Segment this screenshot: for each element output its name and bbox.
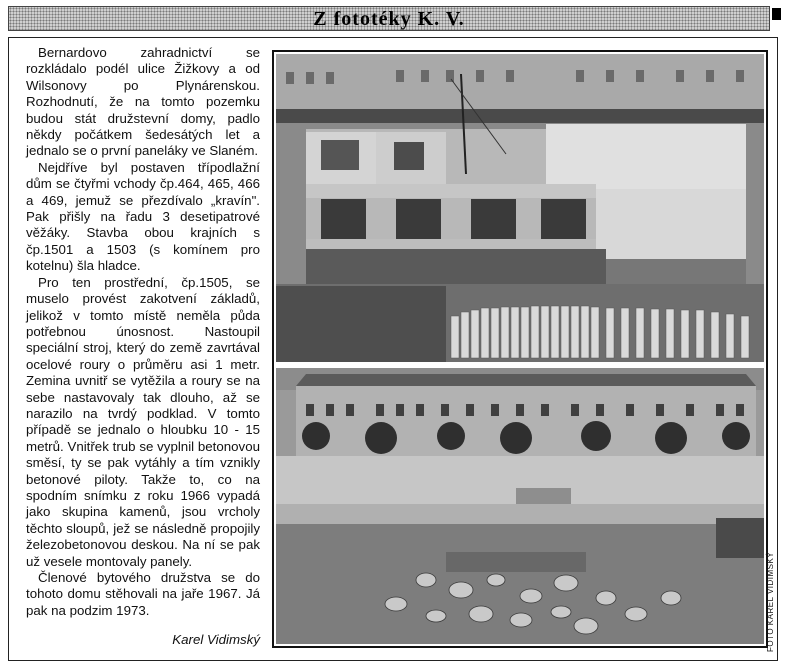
author-signature: Karel Vidimský <box>172 632 260 647</box>
construction-photo <box>276 54 764 362</box>
corner-mark <box>772 8 781 20</box>
section-header <box>8 6 770 31</box>
paragraph-2: Nejdříve byl postaven třípodlažní dům se čtyřmi vchody čp.464, 465, 466 a 469, jemuž se přezdívalo „kravín". Pak přišly na řadu 3 desetipatrové věžáky. Stavba obou krajních s čp.1501 a 1503 (s komínem pro kotelnu) šla hladce. <box>26 159 260 274</box>
section-title: Z fototéky K. V. <box>313 8 465 30</box>
article-body <box>26 45 260 619</box>
photo-frame <box>272 50 768 648</box>
paragraph-3: Pro ten prostřední, čp.1505, se muselo provést zakotvení základů, jelikož v tomto místě neměla půda potřebnou únosnost. Nastoupil speciální stroj, který do země zavrtával ocelové roury o průměru asi 1 metr. Zemina uvnitř se vytěžila a roury se na sebe nastavovaly tak dlouho, až se narazilo na tvrdý podklad. V tomto případě se jednalo o hloubku 10 - 15 metrů. Vnitřek trub se vyplnil betonovou směsí, ty se pak vytáhly a tím vznikly betonové piloty. Takže to, co na spodním snímku z roku 1966 vypadá jako skupina kamenů, jsou vrcholy těchto sloupů, jež se následně propojily železobetonovou deskou. Na ní se pak už vesele montovaly panely. <box>26 274 260 569</box>
paragraph-4: Členové bytového družstva se do tohoto domu stěhovali na jaře 1967. Já pak na podzim 1973. <box>26 570 260 618</box>
paragraph-1: Bernardovo zahradnictví se rozkládalo podél ulice Žižkovy a od Wilsonovy po Plynárenskou. Rozhodnutí, že na tomto pozemku budou stát družstevní domy, padlo někdy počátkem šedesátých let a jednalo se o první paneláky ve Slaném. <box>26 45 260 159</box>
foundation-photo <box>276 368 764 644</box>
photo-credit: FOTO KAREL VIDIMSKÝ <box>766 551 775 652</box>
